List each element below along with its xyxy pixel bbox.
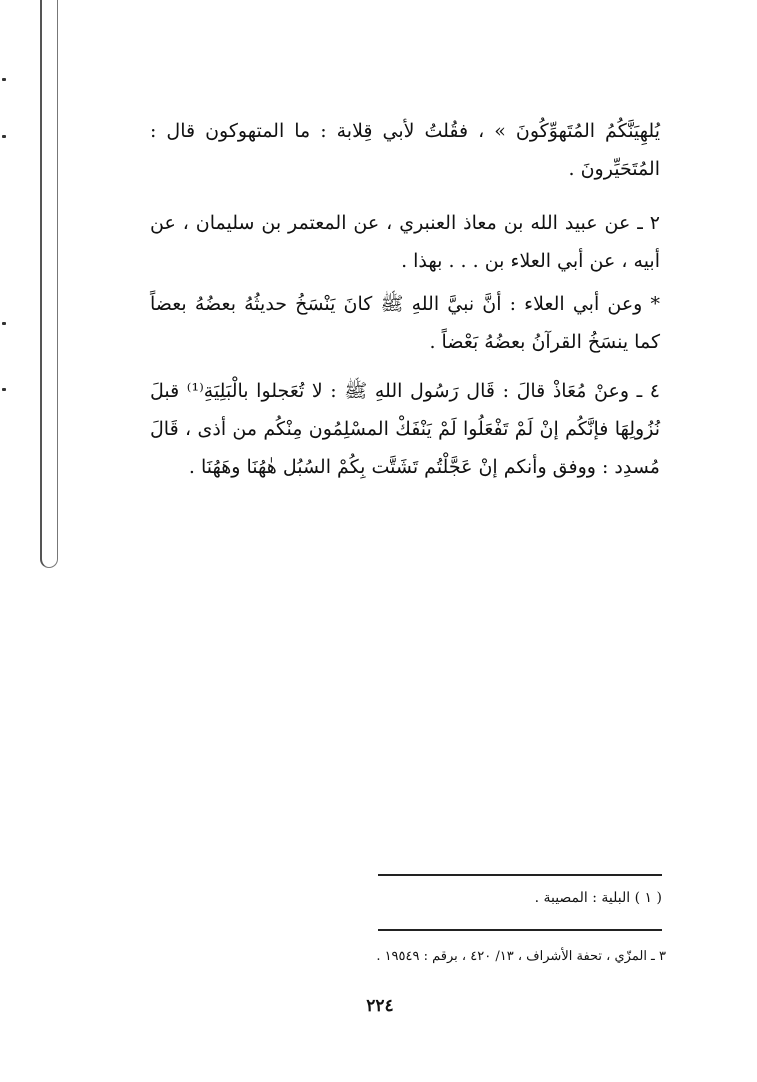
page-binding-line — [40, 0, 58, 568]
margin-mark — [2, 135, 6, 138]
source-reference: ٣ ـ المزّي ، تحفة الأشراف ، ١٣/ ٤٢٠ ، برقم : ١٩٥٤٩ . — [376, 949, 666, 964]
page-number: ٢٢٤ — [366, 996, 394, 1016]
source-divider — [378, 929, 662, 931]
margin-mark — [2, 78, 6, 81]
margin-mark — [2, 322, 6, 325]
paragraph-3: * وعن أبي العلاء : أنَّ نبيَّ اللهِ ﷺ كانَ يَنْسَخُ حديثُهُ بعضُهُ بعضاً كما ينسَخُ القرآنُ بعضُهُ بَعْضاً . — [150, 293, 660, 353]
paragraph-4: ٤ ـ وعنْ مُعَاذْ قالَ : قَال رَسُول اللهِ ﷺ : لا تُعَجلوا بالْبَلِيَةِ⁽¹⁾ قبلَ نُزُولِهَا فإنَّكُم إنْ لَمْ تَفْعَلُوا لَمْ يَنْفَكْ المسْلِمُون مِنْكُم من أذى ، قَالَ مُسدِد : ووفق وأنكم إنْ عَجَّلْتُم تَشَتَّت بِكُمْ السُبُل هٰهُنَا وهَهُنَا . — [150, 380, 660, 478]
footnote-1: ( ١ ) البلية : المصيبة . — [534, 890, 662, 906]
margin-mark — [2, 388, 6, 391]
footnote-divider — [378, 874, 662, 876]
paragraph-2: ٢ ـ عن عبيد الله بن معاذ العنبري ، عن المعتمر بن سليمان ، عن أبيه ، عن أبي العلاء بن . . . بهذا . — [150, 212, 660, 272]
paragraph-1: يُلهِيَنَّكُمُ المُتَهوِّكُونَ » ، فقُلتُ لأبي قِلابة : ما المتهوكون قال : المُتَحَيِّرونَ . — [150, 120, 660, 180]
